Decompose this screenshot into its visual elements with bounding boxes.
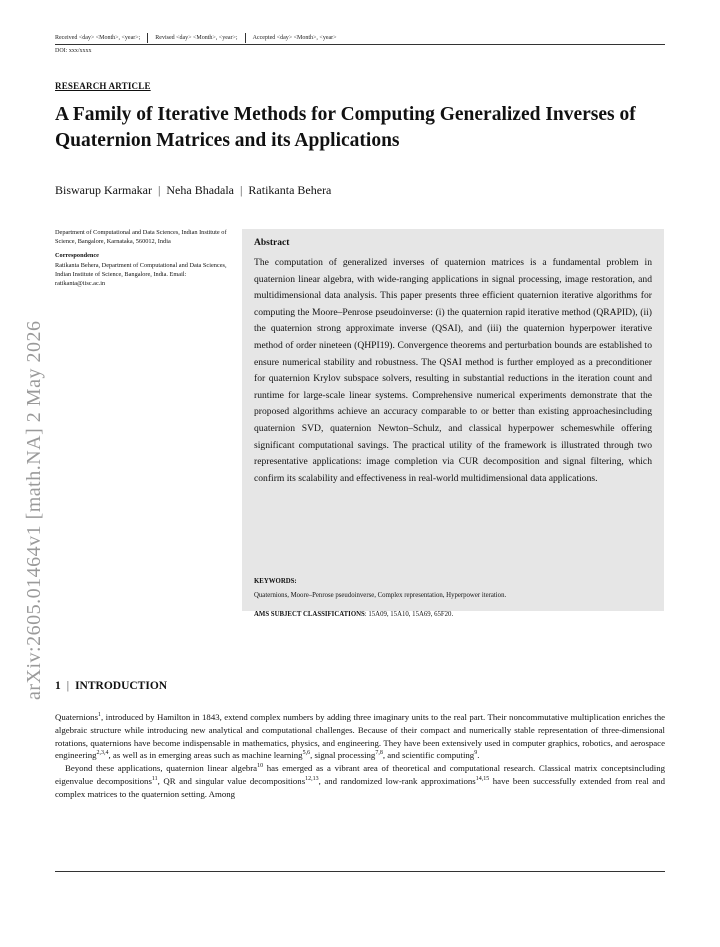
submission-history: [55, 33, 665, 43]
introduction-body: [55, 711, 665, 801]
author: Ratikanta Behera: [248, 183, 332, 197]
ams-classification: [254, 611, 453, 618]
author-separator: |: [240, 183, 243, 197]
affiliation: Department of Computational and Data Sciences, Indian Institute of Science, Bangalore, Karnataka, 560012, India: [55, 229, 227, 246]
abstract-text: The computation of generalized inverses of quaternion matrices is a fundamental problem in quaternion linear algebra, with wide-ranging applications in signal processing, image restoration, and multidimensional data analysis. This paper presents three efficient quaternion iterative algorithms for computing the Moore–Penrose pseudoinverse: (i) the quaternion rapid iterative method (QRAPID), (ii) the quaternion strong approximate inverse (QSAI), and (iii) the quaternion hyperpower iterative method of order nineteen (QHPI19). Convergence theorems and perturbation bounds are established to ensure numerical stability and robustness. The QSAI method is further employed as a preconditioner for quaternion Krylov subspace solvers, resulting in substantial reductions in the iteration count and runtime for large-scale linear systems. Comprehensive numerical experiments demonstrate that the proposed algorithms achieve an accuracy comparable to or better than existing approachesincluding quaternion SVD, quaternion Newton–Schulz, and classical hyperpower schemeswhile offering significant computational savings. The practical utility of the framework is illustrated through two representative applications: image completion via CUR decomposition and signal filtering, which confirm its scalability and effectiveness in real-world multidimensional data applications.: [254, 257, 652, 484]
correspondence-text: Ratikanta Behera, Department of Computational and Data Sciences, Indian Institute of Science, Bangalore, India. Email: ratikanta@iisc.ac.in: [55, 261, 227, 288]
keywords-heading: KEYWORDS:: [254, 578, 297, 585]
revised-date: Revised <day> <Month>, <year>;: [155, 35, 238, 41]
paragraph-text: , and randomized low-rank approximations: [318, 775, 476, 786]
accepted-date: Accepted <day> <Month>, <year>: [252, 35, 337, 41]
paragraph-text: , QR and singular value decompositions: [157, 775, 306, 786]
section-separator: |: [66, 680, 70, 692]
paragraph-text: Quaternions: [55, 712, 98, 722]
citation-ref[interactable]: 14,15: [475, 776, 490, 783]
citation-ref[interactable]: 11: [151, 776, 158, 783]
abstract-box: [242, 229, 664, 618]
paragraph-text: Beyond these applications, quaternion linear algebra: [65, 763, 258, 774]
ams-heading: AMS SUBJECT CLASSIFICATIONS: [254, 611, 365, 618]
section-number: 1: [55, 680, 61, 692]
paragraph-text: , introduced by Hamilton in 1843, extend complex numbers by adding three imaginary units to the real part. Their noncommutative multiplication enriches the algebraic structure while introducing new analytical and computational challenges. Because of their compact and numerically stable representation of three-dimensional rotations, quaternions have become indispensable in mathematics, physics, and engineering. They have been extensively used in computer graphics, robotics, and aerospace engineering: [55, 712, 665, 761]
header-rule: [55, 44, 665, 45]
author-separator: |: [157, 183, 161, 197]
footer-rule: [55, 871, 665, 872]
citation-ref[interactable]: 1: [98, 712, 101, 719]
paragraph-text: , as well as in emerging areas such as machine learning: [108, 750, 303, 761]
citation-ref[interactable]: 5,6: [302, 750, 311, 757]
ams-codes: : 15A09, 15A10, 15A69, 65F20.: [364, 611, 454, 618]
paragraph-text: has emerged as a vibrant area of theoretical and computational research. Classical matrix conceptsincluding eigenvalue decompositions: [55, 763, 665, 786]
author: Biswarup Karmakar: [55, 183, 152, 197]
separator: [147, 33, 148, 43]
received-date: Received <day> <Month>, <year>;: [55, 35, 141, 41]
keywords: Quaternions, Moore–Penrose pseudoinverse, Complex representation, Hyperpower iteration.: [254, 592, 507, 599]
paper-title: A Family of Iterative Methods for Computing Generalized Inverses of Quaternion Matrices and its Applications: [55, 104, 636, 151]
citation-ref[interactable]: 2,3,4: [96, 750, 109, 757]
citation-ref[interactable]: 9: [474, 750, 478, 757]
article-type: RESEARCH ARTICLE: [55, 81, 151, 91]
paragraph: [55, 711, 665, 762]
section-title: INTRODUCTION: [75, 680, 168, 692]
paragraph-text: .: [477, 750, 480, 761]
paragraph-text: , and scientific computing: [382, 750, 475, 761]
author-list: [55, 183, 331, 198]
citation-ref[interactable]: 12,13: [305, 776, 319, 783]
paragraph-text: , signal processing: [310, 750, 376, 761]
correspondence-heading: Correspondence: [55, 252, 99, 260]
paragraph: [55, 762, 665, 800]
abstract-heading: Abstract: [254, 238, 290, 248]
citation-ref[interactable]: 10: [257, 763, 264, 770]
doi: DOI: xxx/xxxx: [55, 48, 92, 54]
paragraph-text: have been successfully extended from real and complex matrices to the quaternion setting. Among: [55, 775, 665, 799]
affiliation-block: [55, 228, 235, 288]
citation-ref[interactable]: 7,8: [375, 750, 383, 757]
author: Neha Bhadala: [166, 183, 235, 197]
section-heading: [55, 680, 167, 692]
separator: [245, 33, 246, 43]
arxiv-stamp: arXiv:2605.01464v1 [math.NA] 2 May 2026: [23, 320, 45, 700]
